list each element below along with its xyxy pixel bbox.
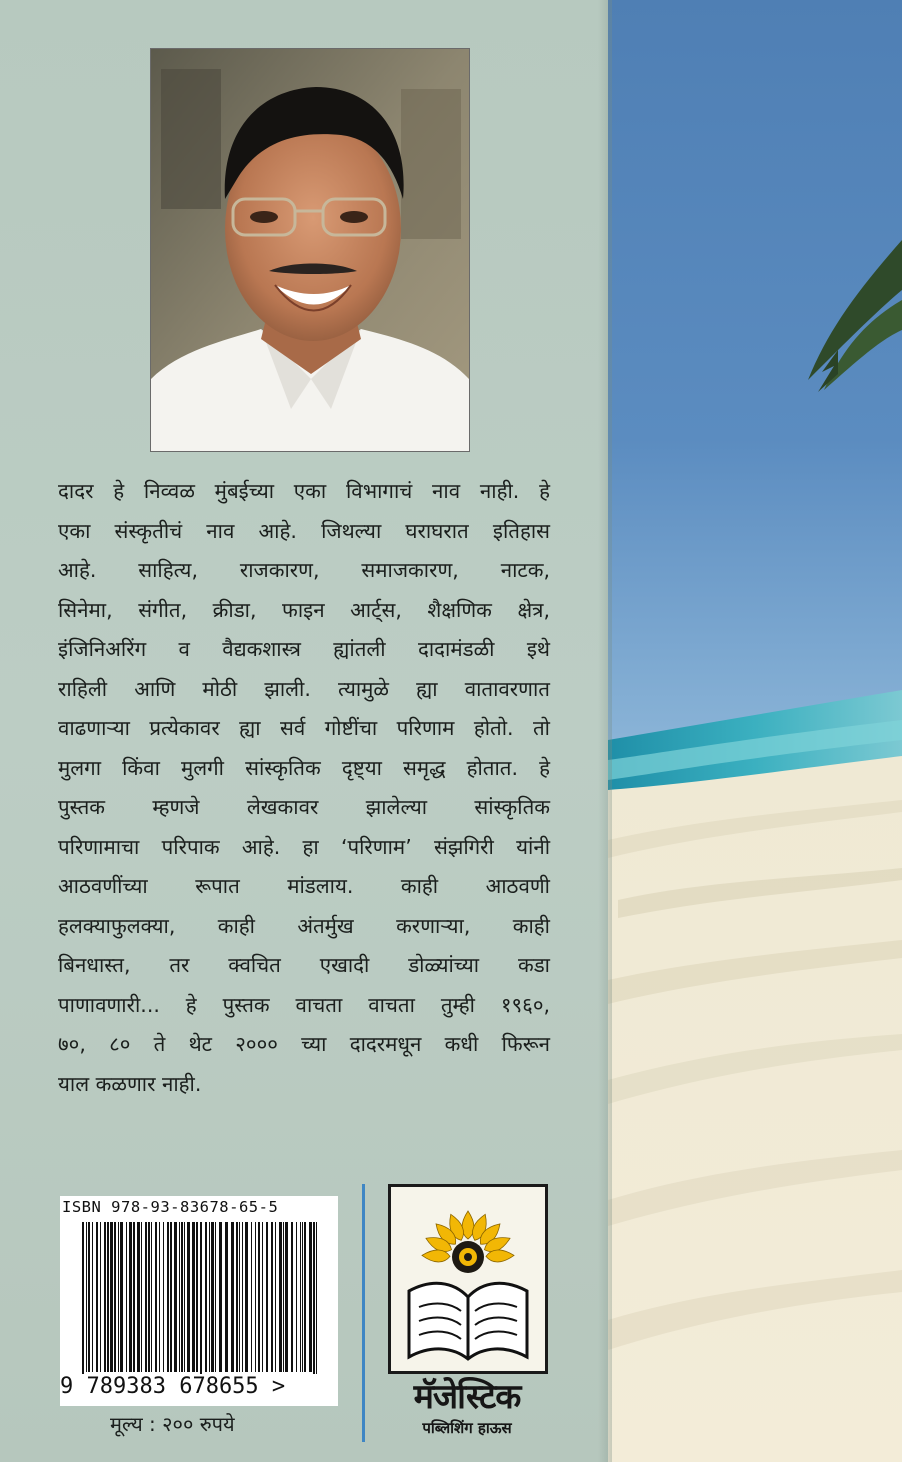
barcode-bar <box>88 1222 90 1372</box>
barcode-bar <box>279 1222 282 1372</box>
barcode-bar <box>283 1222 284 1372</box>
publisher-logo <box>388 1184 548 1374</box>
blurb-line: पाणावणारी... हे पुस्तक वाचता वाचता तुम्ही १९६०, <box>58 992 550 1017</box>
blurb-line: दादर हे निव्वळ मुंबईच्या एका विभागाचं नाव नाही. हे <box>58 479 550 503</box>
barcode-bar <box>86 1222 87 1372</box>
barcode-bar <box>170 1222 172 1372</box>
barcode-bar <box>192 1222 195 1372</box>
blurb-line: बिनधास्त, तर क्वचित एखादी डोळ्यांच्या कडा <box>58 953 550 977</box>
barcode-bar <box>133 1222 135 1372</box>
blurb-line: याल कळणार नाही. <box>58 1071 202 1096</box>
ean-digits: 9 789383 678655 > <box>60 1374 338 1399</box>
barcode-bar <box>155 1222 157 1372</box>
barcode-bar <box>304 1222 306 1372</box>
barcode-bar <box>179 1222 180 1372</box>
barcode-bar <box>148 1222 150 1372</box>
barcode-bar <box>187 1222 190 1372</box>
barcode-bar <box>118 1222 119 1372</box>
blurb-line: राहिली आणि मोठी झाली. त्यामुळे ह्या वातावरणात <box>58 676 550 701</box>
barcode-bar <box>300 1222 301 1372</box>
barcode-bar <box>100 1222 101 1372</box>
barcode-bar <box>309 1222 312 1372</box>
barcode-bar <box>271 1222 273 1372</box>
barcode-bar <box>184 1222 185 1372</box>
barcode-bar <box>163 1222 164 1372</box>
barcode-bar <box>262 1222 263 1372</box>
blurb-line: आहे. साहित्य, राजकारण, समाजकारण, नाटक, <box>58 558 550 582</box>
barcode-bar <box>104 1222 106 1372</box>
barcode-bar <box>174 1222 177 1372</box>
barcode-bar <box>296 1222 297 1372</box>
blurb-line: हलक्याफुलक्या, काही अंतर्मुख करणाऱ्या, काही <box>58 913 550 938</box>
divider-line <box>362 1184 365 1442</box>
barcode-bar <box>239 1222 240 1372</box>
barcode-bar <box>92 1222 93 1372</box>
barcode-bar <box>209 1222 210 1372</box>
barcode-bar <box>200 1222 202 1378</box>
barcode-bar <box>231 1222 234 1372</box>
barcode-bar <box>302 1222 303 1372</box>
barcode-bar <box>141 1222 142 1372</box>
author-photo <box>150 48 470 452</box>
blurb-line: इंजिनिअरिंग व वैद्यकशास्त्र ह्यांतली दादामंडळी इथे <box>58 637 550 661</box>
blurb-line: मुलगा किंवा मुलगी सांस्कृतिक दृष्ट्या समृद्ध होतात. हे <box>58 755 550 780</box>
barcode-bar <box>145 1222 147 1372</box>
barcode-bar <box>225 1222 228 1372</box>
barcode-bar <box>258 1222 260 1372</box>
barcode-bar <box>110 1222 113 1372</box>
blurb-line: पुस्तक म्हणजे लेखकावर झालेल्या सांस्कृतिक <box>58 795 550 819</box>
blurb-line: ७०, ८० ते थेट २००० च्या दादरमधून कधी फिरून <box>58 1032 550 1056</box>
barcode-bar <box>151 1222 152 1372</box>
beach-scene <box>608 0 902 1462</box>
barcode-bar <box>167 1222 169 1372</box>
barcode-bar <box>245 1222 248 1372</box>
blurb-line: आठवणींच्या रूपात मांडलाय. काही आठवणी <box>58 874 550 898</box>
publisher-subtitle: पब्लिशिंग हाऊस <box>422 1419 512 1437</box>
barcode-bar <box>255 1222 256 1372</box>
barcode-bar <box>120 1222 123 1372</box>
blurb-line: एका संस्कृतीचं नाव आहे. जिथल्या घराघरात इतिहास <box>58 518 550 543</box>
barcode-bar <box>181 1222 183 1372</box>
barcode-bars <box>82 1222 322 1378</box>
barcode-bar <box>251 1222 252 1372</box>
barcode-bar <box>236 1222 238 1372</box>
barcode-bar <box>211 1222 214 1372</box>
book-blurb <box>58 472 550 1104</box>
barcode-bar <box>215 1222 216 1372</box>
barcode-bar <box>242 1222 243 1372</box>
barcode-bar <box>137 1222 140 1372</box>
blurb-line: सिनेमा, संगीत, क्रीडा, फाइन आर्ट्स, शैक्षणिक क्षेत्र, <box>58 597 550 622</box>
barcode-bar <box>285 1222 288 1372</box>
beach-illustration <box>608 0 902 1462</box>
barcode-bar <box>159 1222 160 1372</box>
price-label: मूल्य : २०० रुपये <box>110 1412 235 1436</box>
barcode-bar <box>129 1222 132 1372</box>
barcode-bar <box>313 1222 315 1378</box>
spine-shadow <box>598 0 612 1462</box>
sunflower-book-icon <box>391 1187 545 1371</box>
barcode-bar <box>316 1222 317 1378</box>
barcode-bar <box>107 1222 109 1372</box>
publisher-name: मॅजेस्टिक <box>413 1377 521 1417</box>
barcode-bar <box>219 1222 222 1372</box>
isbn-barcode <box>60 1196 338 1406</box>
barcode-bar <box>114 1222 116 1372</box>
barcode-bar <box>196 1222 198 1372</box>
barcode-bar <box>266 1222 268 1372</box>
barcode-bar <box>291 1222 293 1372</box>
blurb-line: परिणामाचा परिपाक आहे. हा ‘परिणाम’ संझगिरी यांनी <box>58 834 550 859</box>
blurb-line: वाढणाऱ्या प्रत्येकावर ह्या सर्व गोष्टींचा परिणाम होतो. तो <box>58 716 550 740</box>
barcode-bar <box>96 1222 98 1372</box>
isbn-label: ISBN 978-93-83678-65-5 <box>62 1198 279 1216</box>
barcode-bar <box>205 1222 207 1372</box>
barcode-bar <box>126 1222 127 1372</box>
barcode-bar <box>82 1222 84 1378</box>
barcode-bar <box>275 1222 276 1372</box>
